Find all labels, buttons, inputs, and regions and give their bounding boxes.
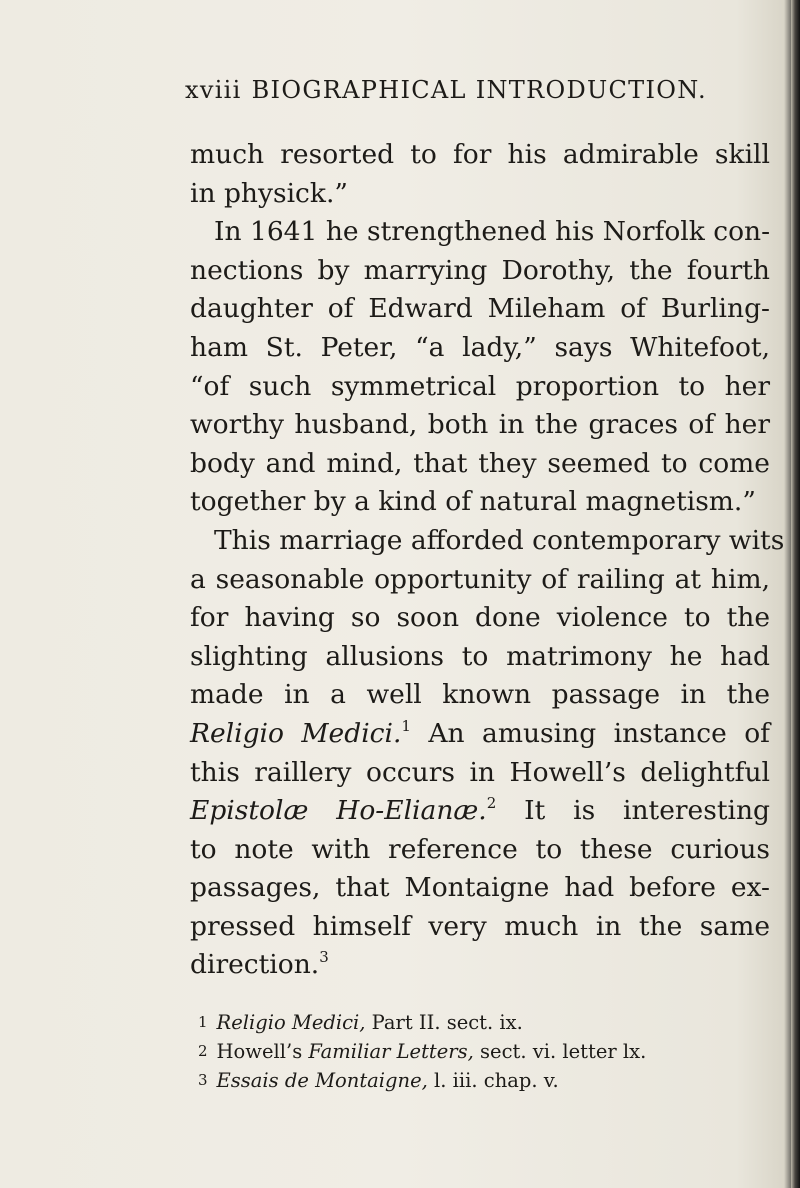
- footnote: [193, 1037, 753, 1066]
- text-line: together by a kind of natural magnetism.”: [190, 486, 756, 518]
- text-run: An amusing instance of: [410, 717, 770, 749]
- book-title-epistolae: Epistolæ Ho-Elianæ.: [190, 795, 487, 827]
- body-text: [190, 136, 785, 985]
- text-line: in physick.”: [190, 177, 348, 209]
- running-title: BIOGRAPHICAL INTRODUCTION.: [251, 76, 707, 104]
- text-line: passages, that Montaigne had before ex-: [190, 872, 770, 904]
- text-line: much resorted to for his admirable skill: [190, 139, 770, 170]
- text-line: “of such symmetrical proportion to her: [190, 370, 770, 402]
- text-run: direction.: [190, 949, 320, 981]
- text-line: made in a well known passage in the: [190, 679, 770, 711]
- book-title-religio-medici: Religio Medici.: [190, 717, 402, 749]
- text-run: It is interesting: [496, 795, 770, 827]
- footnote-text: Howell’s: [216, 1040, 309, 1063]
- text-line: this raillery occurs in Howell’s delightful: [190, 756, 770, 788]
- text-line: daughter of Edward Mileham of Burling-: [190, 293, 770, 325]
- footnote-ref: 3: [319, 948, 329, 967]
- text-line: a seasonable opportunity of railing at him,: [190, 563, 770, 595]
- footnote-text: Part II. sect. ix.: [365, 1011, 523, 1034]
- footnote: [193, 1008, 753, 1037]
- text-line: body and mind, that they seemed to come: [190, 447, 770, 479]
- text-line: [190, 946, 770, 985]
- text-line: [190, 715, 770, 754]
- footnote-number: 2: [198, 1042, 208, 1060]
- footnote-number: 3: [198, 1071, 208, 1089]
- text-line: In 1641 he strengthened his Norfolk con-: [214, 216, 771, 248]
- text-line: This marriage afforded contemporary wits: [214, 524, 785, 556]
- footnote-ref: 2: [486, 794, 497, 813]
- footnote-ref: 1: [401, 716, 411, 735]
- footnotes: [193, 1008, 753, 1095]
- footnote-text: sect. vi. letter lx.: [473, 1040, 647, 1063]
- text-line: for having so soon done violence to the: [190, 602, 770, 634]
- running-header: [185, 76, 705, 104]
- text-line: slighting allusions to matrimony he had: [190, 640, 770, 672]
- page-number: xviii: [185, 76, 242, 104]
- text-line: ham St. Peter, “a lady,” says Whitefoot,: [190, 331, 770, 363]
- text-line: pressed himself very much in the same: [190, 910, 770, 942]
- page-edge-shadow: [791, 0, 800, 1188]
- footnote: [193, 1066, 753, 1095]
- text-line: [190, 792, 770, 831]
- footnote-title: Essais de Montaigne,: [216, 1069, 428, 1092]
- footnote-title: Religio Medici,: [216, 1011, 366, 1034]
- text-line: nections by marrying Dorothy, the fourth: [190, 254, 770, 286]
- footnote-title: Familiar Letters,: [308, 1040, 474, 1063]
- footnote-text: l. iii. chap. v.: [427, 1069, 559, 1092]
- text-line: worthy husband, both in the graces of her: [190, 409, 770, 441]
- text-line: to note with reference to these curious: [190, 833, 770, 865]
- footnote-number: 1: [198, 1013, 208, 1031]
